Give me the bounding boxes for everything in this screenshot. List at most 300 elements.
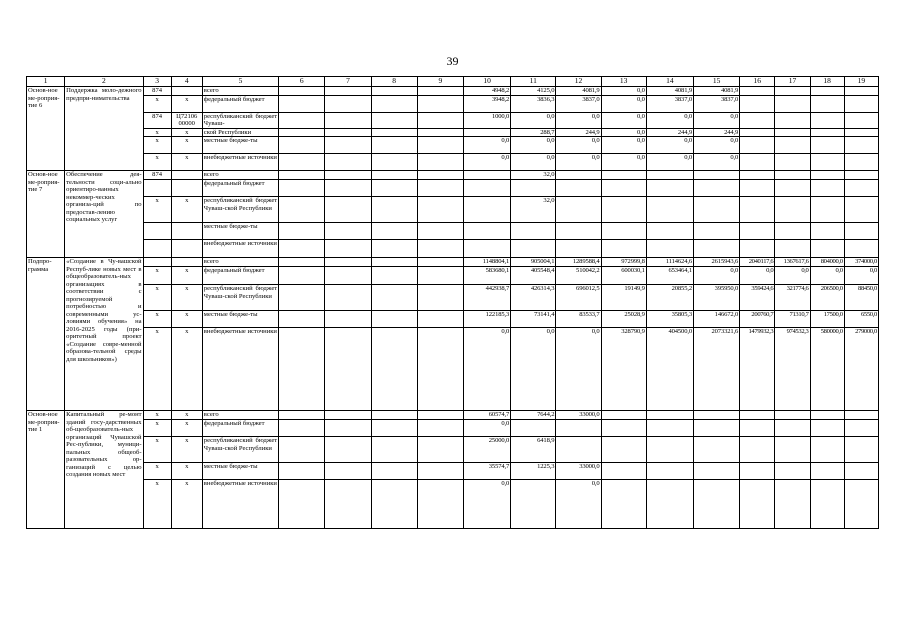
value-cell: 510042,2 (556, 267, 601, 285)
value-cell: 328790,9 (601, 328, 646, 411)
agency-code: x (143, 137, 171, 154)
empty-cell (371, 95, 417, 112)
value-cell (775, 154, 810, 171)
value-cell (740, 480, 775, 529)
value-cell (646, 463, 693, 480)
value-cell: 0,0 (646, 154, 693, 171)
measure-description: «Создание в Чу-вашской Респуб-лике новых мест в общеобразователь-ных организациях в соответствии с прогнозируемой потребностью и современными ус-ловиями обучения» на 2016-2025 годы (при-оритетный проект «Создание совре-менной образова-тельной среды для школьников») (65, 258, 143, 411)
funding-source: республиканский бюджет Чуваш- (203, 112, 278, 128)
value-cell: 0,0 (511, 137, 556, 154)
value-cell: 25000,0 (463, 437, 510, 463)
page-number: 39 (446, 54, 459, 68)
funding-source: местные бюдже-ты (202, 137, 278, 154)
column-number: 9 (417, 77, 463, 87)
value-cell: 4948,2 (463, 87, 510, 96)
agency-code (143, 223, 171, 240)
value-cell: 122185,3 (463, 311, 510, 328)
agency-code (143, 180, 171, 197)
value-cell (810, 437, 844, 463)
empty-cell (371, 171, 417, 180)
empty-cell (325, 267, 371, 285)
empty-cell (279, 328, 325, 411)
empty-cell (417, 437, 463, 463)
budget-code: x (171, 154, 202, 171)
value-cell: 0,0 (601, 87, 646, 96)
column-number: 8 (371, 77, 417, 87)
measure-name: Основ-ное ме-роприя-тие 1 (27, 411, 65, 529)
table-row (27, 180, 879, 197)
value-cell (694, 480, 740, 529)
table-row (27, 197, 879, 223)
value-cell (511, 480, 556, 529)
funding-source: республиканский бюджет Чуваш-ской Республики (202, 197, 278, 223)
measure-name: Основ-ное ме-роприя-тие 6 (27, 87, 65, 171)
value-cell: 4081,9 (646, 87, 693, 96)
agency-code (143, 240, 171, 258)
funding-source: местные бюдже-ты (202, 463, 278, 480)
measure-description: Обеспечение дея-тельности соци-ально ориентиро-ванных некоммер-ческих организа-ций по предостав-лению социальных услуг (65, 171, 143, 258)
value-cell (775, 180, 810, 197)
empty-cell (371, 437, 417, 463)
value-cell (556, 437, 601, 463)
value-cell (775, 197, 810, 223)
value-cell (646, 223, 693, 240)
budget-code (171, 171, 202, 180)
table-row (27, 112, 879, 128)
table-row (27, 311, 879, 328)
value-cell: 279000,0 (844, 328, 878, 411)
value-cell (556, 197, 601, 223)
value-cell: 3837,0 (556, 95, 601, 112)
value-cell (463, 171, 510, 180)
funding-source: республиканский бюджет Чуваш-ской Республики (202, 285, 278, 311)
empty-cell (417, 95, 463, 112)
column-number: 5 (202, 77, 278, 87)
column-number: 3 (143, 77, 171, 87)
value-cell (646, 480, 693, 529)
column-number-row (27, 77, 879, 87)
value-cell (646, 420, 693, 437)
value-cell: 3837,0 (694, 95, 740, 112)
value-cell (646, 197, 693, 223)
value-cell (775, 411, 810, 420)
empty-cell (279, 154, 325, 171)
value-cell: 583680,1 (463, 267, 510, 285)
empty-cell (417, 420, 463, 437)
value-cell: 60574,7 (463, 411, 510, 420)
table-row (27, 128, 879, 137)
budget-code: x (171, 411, 202, 420)
value-cell: 25028,9 (601, 311, 646, 328)
value-cell (694, 437, 740, 463)
value-cell: 2040117,6 (740, 258, 775, 267)
agency-code (143, 258, 171, 267)
empty-cell (417, 180, 463, 197)
empty-cell (325, 411, 371, 420)
measure-name: Основ-ное ме-роприя-тие 7 (27, 171, 65, 258)
value-cell (844, 240, 878, 258)
table-row (27, 285, 879, 311)
value-cell: 20855,2 (646, 285, 693, 311)
value-cell: 32,0 (511, 197, 556, 223)
value-cell: 405548,4 (511, 267, 556, 285)
value-cell (810, 171, 844, 180)
empty-cell (325, 240, 371, 258)
empty-cell (279, 95, 325, 112)
empty-cell (325, 112, 371, 128)
value-cell: 0,0 (740, 267, 775, 285)
empty-cell (417, 112, 463, 128)
value-cell: 244,9 (646, 128, 693, 137)
budget-code: x (171, 480, 202, 529)
value-cell (810, 420, 844, 437)
value-cell: 17500,0 (810, 311, 844, 328)
value-cell: 359424,6 (740, 285, 775, 311)
funding-source: всего (202, 87, 278, 96)
value-cell: 321774,6 (775, 285, 810, 311)
empty-cell (371, 480, 417, 529)
column-number: 15 (694, 77, 740, 87)
column-number: 11 (511, 77, 556, 87)
value-cell (601, 240, 646, 258)
funding-source: внебюджетные источники (202, 328, 278, 411)
value-cell: 4081,9 (556, 87, 601, 96)
value-cell (694, 171, 740, 180)
value-cell (601, 437, 646, 463)
value-cell: 0,0 (463, 154, 510, 171)
table-row (27, 171, 879, 180)
empty-cell (417, 223, 463, 240)
table-row (27, 420, 879, 437)
value-cell: 804000,0 (810, 258, 844, 267)
value-cell: 0,0 (694, 154, 740, 171)
measure-name: Подпро-грамма (27, 258, 65, 411)
column-number: 6 (279, 77, 325, 87)
value-cell (844, 128, 878, 137)
value-cell (511, 420, 556, 437)
empty-cell (279, 411, 325, 420)
empty-cell (279, 180, 325, 197)
value-cell: 426314,3 (511, 285, 556, 311)
value-cell (844, 180, 878, 197)
budget-code: x (171, 128, 202, 137)
value-cell (775, 480, 810, 529)
value-cell: 3948,2 (463, 95, 510, 112)
value-cell: 1148804,1 (463, 258, 510, 267)
empty-cell (279, 258, 325, 267)
value-cell (810, 128, 844, 137)
budget-code (171, 180, 202, 197)
value-cell (844, 411, 878, 420)
value-cell (844, 197, 878, 223)
empty-cell (417, 285, 463, 311)
empty-cell (325, 437, 371, 463)
value-cell (601, 480, 646, 529)
value-cell (646, 411, 693, 420)
value-cell: 0,0 (844, 267, 878, 285)
agency-code: 874 (143, 87, 171, 96)
funding-source: федеральный бюджет (202, 180, 278, 197)
column-number: 18 (810, 77, 844, 87)
agency-code: x (143, 437, 171, 463)
value-cell (463, 223, 510, 240)
value-cell: 0,0 (556, 328, 601, 411)
value-cell (775, 240, 810, 258)
table-row (27, 240, 879, 258)
empty-cell (371, 87, 417, 96)
value-cell (844, 137, 878, 154)
value-cell: 288,7 (511, 128, 556, 137)
funding-source: внебюджетные источники (202, 480, 278, 529)
value-cell: 0,0 (601, 154, 646, 171)
column-number: 19 (844, 77, 878, 87)
table-row (27, 95, 879, 112)
table-row (27, 267, 879, 285)
budget-code: x (171, 285, 202, 311)
value-cell (775, 112, 810, 128)
value-cell (844, 223, 878, 240)
value-cell (556, 240, 601, 258)
value-cell: 3837,0 (646, 95, 693, 112)
empty-cell (417, 311, 463, 328)
value-cell (810, 411, 844, 420)
empty-cell (371, 154, 417, 171)
value-cell (844, 463, 878, 480)
empty-cell (325, 197, 371, 223)
column-number: 12 (556, 77, 601, 87)
value-cell: 972999,8 (601, 258, 646, 267)
value-cell: 35805,3 (646, 311, 693, 328)
value-cell (646, 171, 693, 180)
empty-cell (279, 285, 325, 311)
value-cell: 905004,1 (511, 258, 556, 267)
value-cell: 442938,7 (463, 285, 510, 311)
value-cell (463, 128, 510, 137)
value-cell (844, 95, 878, 112)
column-number: 16 (740, 77, 775, 87)
value-cell: 146672,0 (694, 311, 740, 328)
value-cell (810, 95, 844, 112)
value-cell (601, 180, 646, 197)
value-cell (844, 154, 878, 171)
empty-cell (417, 171, 463, 180)
value-cell (740, 95, 775, 112)
column-number: 1 (27, 77, 65, 87)
column-number: 4 (171, 77, 202, 87)
value-cell: 33000,0 (556, 463, 601, 480)
value-cell: 0,0 (463, 480, 510, 529)
value-cell: 0,0 (511, 112, 556, 128)
empty-cell (325, 128, 371, 137)
value-cell (844, 112, 878, 128)
value-cell (556, 223, 601, 240)
value-cell: 35574,7 (463, 463, 510, 480)
empty-cell (325, 480, 371, 529)
value-cell: 0,0 (601, 112, 646, 128)
value-cell (601, 197, 646, 223)
column-number: 10 (463, 77, 510, 87)
value-cell (740, 180, 775, 197)
agency-code: x (143, 128, 171, 137)
funding-source: внебюджетные источники (202, 154, 278, 171)
funding-source: всего (202, 258, 278, 267)
value-cell: 374000,0 (844, 258, 878, 267)
budget-table-body (27, 87, 879, 529)
budget-code (171, 258, 202, 267)
value-cell: 2615943,6 (694, 258, 740, 267)
value-cell (601, 171, 646, 180)
value-cell: 0,0 (556, 137, 601, 154)
value-cell: 1225,3 (511, 463, 556, 480)
table-row (27, 480, 879, 529)
budget-code: Ц72106 00000 (171, 112, 202, 128)
empty-cell (325, 87, 371, 96)
budget-code: x (171, 95, 202, 112)
budget-code: x (171, 311, 202, 328)
value-cell: 0,0 (694, 137, 740, 154)
empty-cell (279, 223, 325, 240)
empty-cell (279, 128, 325, 137)
empty-cell (279, 437, 325, 463)
empty-cell (371, 258, 417, 267)
budget-code: x (171, 328, 202, 411)
empty-cell (417, 258, 463, 267)
value-cell: 3836,3 (511, 95, 556, 112)
empty-cell (279, 87, 325, 96)
empty-cell (371, 128, 417, 137)
value-cell (646, 180, 693, 197)
value-cell (775, 420, 810, 437)
table-row (27, 154, 879, 171)
value-cell (694, 180, 740, 197)
agency-code: x (143, 463, 171, 480)
value-cell: 1289588,4 (556, 258, 601, 267)
agency-code: 874 (143, 112, 171, 128)
budget-code: x (171, 420, 202, 437)
empty-cell (325, 95, 371, 112)
funding-source: всего (202, 171, 278, 180)
funding-source: местные бюдже-ты (202, 311, 278, 328)
value-cell (463, 240, 510, 258)
table-row (27, 87, 879, 96)
empty-cell (417, 267, 463, 285)
empty-cell (325, 180, 371, 197)
value-cell (775, 171, 810, 180)
empty-cell (371, 311, 417, 328)
empty-cell (417, 328, 463, 411)
value-cell: 0,0 (694, 267, 740, 285)
empty-cell (371, 112, 417, 128)
empty-cell (371, 137, 417, 154)
value-cell (844, 437, 878, 463)
empty-cell (325, 223, 371, 240)
value-cell (463, 180, 510, 197)
value-cell: 0,0 (810, 267, 844, 285)
value-cell (740, 197, 775, 223)
value-cell (775, 87, 810, 96)
empty-cell (371, 180, 417, 197)
value-cell: 71310,7 (775, 311, 810, 328)
budget-code (171, 223, 202, 240)
value-cell: 0,0 (556, 480, 601, 529)
value-cell (740, 128, 775, 137)
budget-code: x (171, 463, 202, 480)
empty-cell (417, 87, 463, 96)
value-cell: 600030,1 (601, 267, 646, 285)
value-cell (740, 154, 775, 171)
agency-code: x (143, 154, 171, 171)
value-cell (740, 437, 775, 463)
value-cell: 200760,7 (740, 311, 775, 328)
value-cell: 404500,0 (646, 328, 693, 411)
agency-code: x (143, 480, 171, 529)
measure-description: Капитальный ре-монт зданий госу-дарственных об-щеобразователь-ных организаций Чувашской Рес-публики, муници-пальных общеоб-разовательных ор-ганизаций с целью создания новых мест (65, 411, 143, 529)
empty-cell (325, 328, 371, 411)
empty-cell (279, 240, 325, 258)
value-cell (740, 240, 775, 258)
value-cell: 88450,0 (844, 285, 878, 311)
value-cell (740, 112, 775, 128)
value-cell (646, 240, 693, 258)
value-cell (740, 171, 775, 180)
value-cell: 73141,4 (511, 311, 556, 328)
value-cell: 0,0 (463, 328, 510, 411)
value-cell: 0,0 (463, 420, 510, 437)
empty-cell (371, 328, 417, 411)
value-cell: 0,0 (601, 95, 646, 112)
empty-cell (325, 258, 371, 267)
empty-cell (325, 420, 371, 437)
value-cell (810, 87, 844, 96)
empty-cell (417, 480, 463, 529)
value-cell: 395950,0 (694, 285, 740, 311)
value-cell (844, 87, 878, 96)
empty-cell (325, 463, 371, 480)
value-cell: 0,0 (556, 154, 601, 171)
empty-cell (279, 171, 325, 180)
empty-cell (417, 154, 463, 171)
funding-source: федеральный бюджет (202, 95, 278, 112)
budget-code: x (171, 197, 202, 223)
value-cell (694, 240, 740, 258)
column-number: 2 (65, 77, 143, 87)
table-row (27, 137, 879, 154)
budget-code: x (171, 437, 202, 463)
table-row (27, 437, 879, 463)
value-cell (810, 154, 844, 171)
empty-cell (279, 420, 325, 437)
value-cell (463, 197, 510, 223)
budget-code: x (171, 137, 202, 154)
funding-source: федеральный бюджет (202, 420, 278, 437)
funding-source: федеральный бюджет (202, 267, 278, 285)
value-cell: 32,0 (511, 171, 556, 180)
value-cell: 2073321,6 (694, 328, 740, 411)
value-cell (511, 223, 556, 240)
value-cell (556, 420, 601, 437)
value-cell: 0,0 (775, 267, 810, 285)
empty-cell (371, 411, 417, 420)
agency-code: x (143, 285, 171, 311)
value-cell: 4081,9 (694, 87, 740, 96)
value-cell: 1479932,3 (740, 328, 775, 411)
table-row (27, 258, 879, 267)
value-cell: 0,0 (463, 137, 510, 154)
value-cell: 653464,1 (646, 267, 693, 285)
table-row (27, 463, 879, 480)
value-cell: 0,0 (511, 154, 556, 171)
empty-cell (371, 197, 417, 223)
